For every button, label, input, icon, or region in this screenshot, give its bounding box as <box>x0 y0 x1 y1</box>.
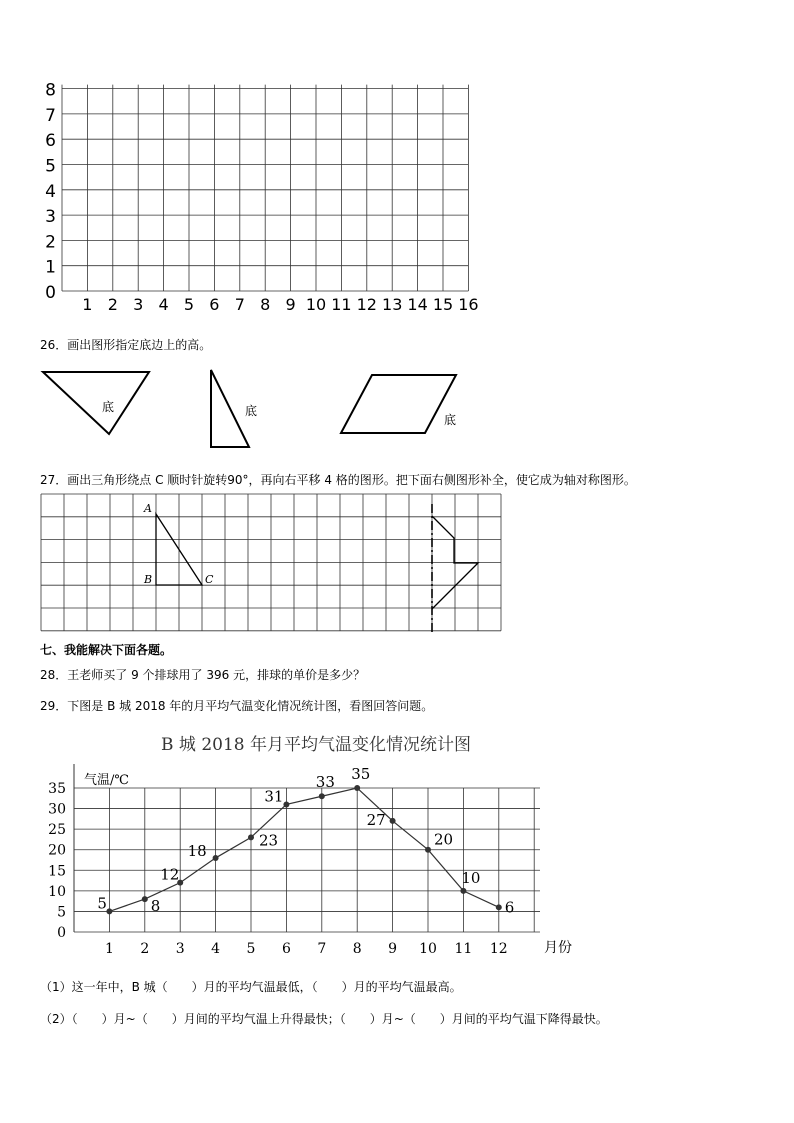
chart-x-tick: 2 <box>140 941 150 957</box>
chart-y-tick: 30 <box>48 801 66 818</box>
data-point <box>283 801 289 807</box>
chart-x-tick: 12 <box>489 941 508 957</box>
chart-ylabel: 气温/℃ <box>84 773 129 788</box>
grid-x-label: 2 <box>107 295 118 314</box>
data-point <box>319 793 325 799</box>
q26-base-label-3: 底 <box>444 413 457 427</box>
q27-label-c: C <box>205 573 214 586</box>
grid-y-label: 2 <box>45 232 56 253</box>
q27-label-a: A <box>144 502 152 515</box>
coordinate-grid <box>40 72 500 322</box>
chart-x-tick: 1 <box>104 941 114 957</box>
grid-x-label: 11 <box>331 295 352 314</box>
question-29-sub-1: （1）这一年中，B 城（ ）月的平均气温最低，（ ）月的平均气温最高。 <box>40 980 462 994</box>
chart-title: B 城 2018 年月平均气温变化情况统计图 <box>161 735 471 755</box>
data-label: 6 <box>504 898 515 917</box>
temperature-line-chart <box>40 728 600 960</box>
data-point <box>142 896 148 902</box>
q27-label-b: B <box>144 573 153 586</box>
grid-y-label: 6 <box>45 131 56 152</box>
grid-y-label: 4 <box>45 181 56 202</box>
grid-y-label: 0 <box>45 283 56 303</box>
q26-shapes <box>36 362 476 454</box>
data-label: 18 <box>187 841 207 860</box>
data-point <box>460 888 466 894</box>
chart-x-tick: 4 <box>211 941 221 957</box>
grid-x-label: 14 <box>407 295 428 314</box>
coordinate-grid-lines <box>62 85 468 291</box>
question-27-text: 27．画出三角形绕点 C 顺时针旋转90°，再向右平移 4 格的图形。把下面右侧图形补全，使它成为轴对称图形。 <box>40 473 636 487</box>
chart-y-tick-labels <box>48 781 66 941</box>
chart-y-tick: 25 <box>48 822 66 839</box>
q27-grid <box>36 488 506 638</box>
grid-y-label: 8 <box>45 80 56 101</box>
data-label: 8 <box>150 897 161 916</box>
chart-x-tick: 6 <box>281 941 291 957</box>
grid-x-label: 9 <box>285 295 296 314</box>
section-7-title: 七、我能解决下面各题。 <box>40 643 173 657</box>
chart-x-tick: 5 <box>246 941 256 957</box>
data-label: 5 <box>97 894 107 913</box>
grid-x-label: 6 <box>209 295 220 314</box>
chart-y-tick: 20 <box>48 842 66 859</box>
grid-x-label: 13 <box>382 295 403 314</box>
chart-x-tick-labels <box>105 941 508 957</box>
chart-grid <box>74 764 540 932</box>
data-label: 33 <box>315 773 335 792</box>
data-point <box>425 847 431 853</box>
grid-x-label: 5 <box>183 295 195 314</box>
grid-x-label: 4 <box>158 295 169 314</box>
data-point <box>248 834 254 840</box>
grid-x-label: 1 <box>82 295 93 314</box>
grid-x-label: 8 <box>260 295 271 314</box>
coordinate-grid-y-labels <box>45 81 56 303</box>
data-label: 20 <box>434 830 454 849</box>
data-point <box>213 855 219 861</box>
grid-y-label: 3 <box>45 207 56 228</box>
chart-y-tick: 10 <box>48 883 66 900</box>
chart-x-tick: 7 <box>317 941 327 957</box>
chart-x-tick: 9 <box>388 941 398 957</box>
chart-x-tick: 10 <box>419 941 437 957</box>
chart-xlabel: 月份 <box>544 940 572 956</box>
question-26-text: 26．画出图形指定底边上的高。 <box>40 338 212 352</box>
grid-x-label: 12 <box>356 295 377 314</box>
grid-x-label: 7 <box>234 295 245 314</box>
q26-inverted-triangle <box>43 372 149 434</box>
chart-x-tick: 11 <box>454 941 473 957</box>
q26-base-label-2: 底 <box>245 404 258 418</box>
q26-base-label-1: 底 <box>102 400 115 414</box>
grid-y-label: 5 <box>45 156 56 177</box>
coordinate-grid-x-labels <box>82 295 478 314</box>
chart-y-tick: 5 <box>57 904 66 921</box>
grid-y-label: 1 <box>45 257 56 278</box>
grid-x-label: 3 <box>133 295 144 314</box>
chart-y-tick: 15 <box>48 863 66 880</box>
data-point <box>496 904 502 910</box>
question-28-text: 28．王老师买了 9 个排球用了 396 元，排球的单价是多少？ <box>40 668 366 682</box>
data-label: 31 <box>264 787 284 806</box>
data-point <box>106 908 112 914</box>
q26-parallelogram <box>341 375 456 433</box>
data-label: 10 <box>461 868 481 887</box>
chart-x-tick: 8 <box>352 941 362 957</box>
data-label: 35 <box>351 765 371 783</box>
data-label: 12 <box>160 865 180 884</box>
question-29-text: 29．下图是 B 城 2018 年的月平均气温变化情况统计图，看图回答问题。 <box>40 699 434 713</box>
chart-y-tick: 35 <box>48 781 66 797</box>
grid-x-label: 10 <box>305 295 327 314</box>
grid-y-label: 7 <box>45 105 56 126</box>
question-29-sub-2: （2）（ ）月~（ ）月间的平均气温上升得最快；（ ）月~（ ）月间的平均气温下降得最快。 <box>40 1012 608 1026</box>
q26-right-triangle <box>211 370 249 447</box>
data-label: 27 <box>366 810 386 829</box>
data-point <box>390 818 396 824</box>
chart-y-tick: 0 <box>57 925 66 941</box>
chart-x-tick: 3 <box>175 941 185 957</box>
grid-x-label: 16 <box>458 295 479 314</box>
grid-x-label: 15 <box>432 295 454 314</box>
data-label: 23 <box>259 831 279 850</box>
data-point <box>354 785 360 791</box>
